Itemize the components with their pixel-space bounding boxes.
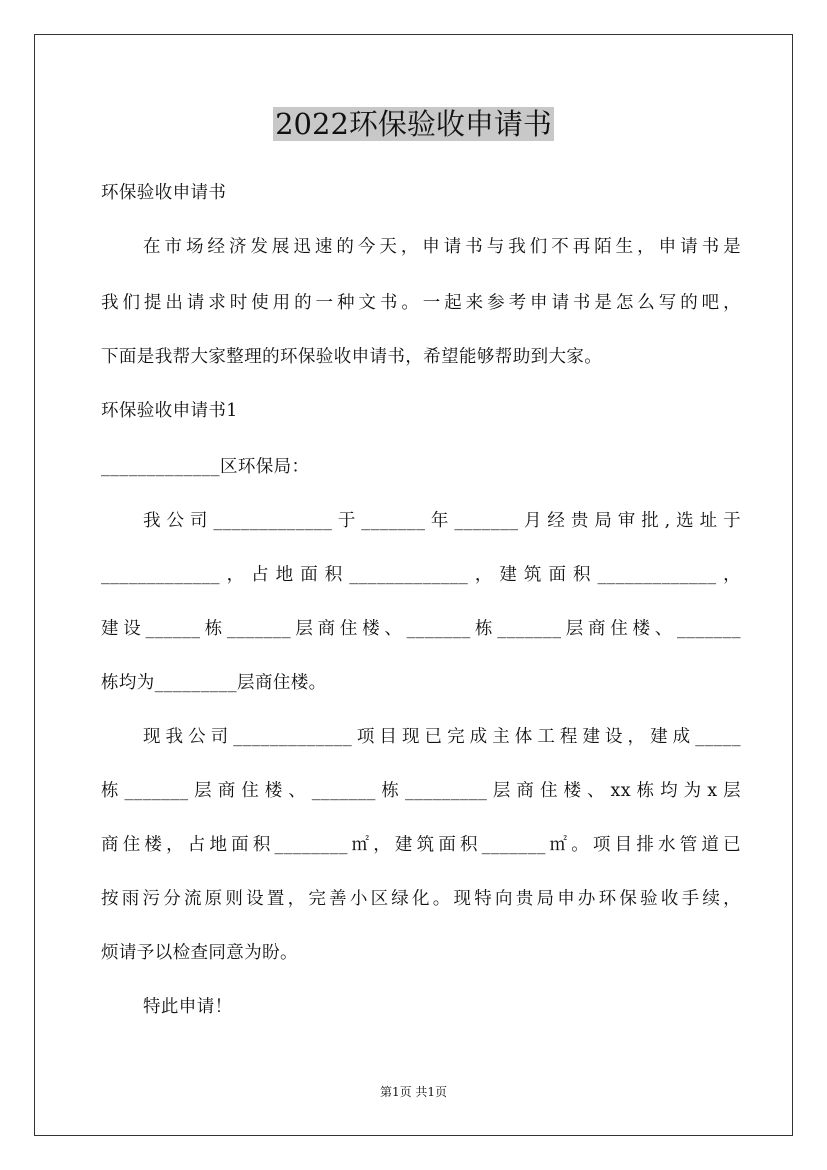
paragraph-line: 现我公司_____________项目现已完成主体工程建设，建成_____ <box>143 727 741 747</box>
paragraph-line: 建设______栋_______层商住楼、_______栋_______层商住楼、_______ <box>101 619 741 639</box>
document-title <box>0 104 827 144</box>
page-footer: 第1页 共1页 <box>379 1085 448 1099</box>
paragraph-line: 栋均为_________层商住楼。 <box>101 673 327 693</box>
paragraph-line: 下面是我帮大家整理的环保验收申请书，希望能够帮助到大家。 <box>101 347 603 367</box>
closing-line: 特此申请！ <box>143 997 233 1017</box>
paragraph-line: 我们提出请求时使用的一种文书。一起来参考申请书是怎么写的吧， <box>101 293 741 313</box>
section-heading: 环保验收申请书 <box>101 183 227 203</box>
title-text: 2022环保验收申请书 <box>275 107 552 141</box>
paragraph-line: 栋_______层商住楼、_______栋_________层商住楼、xx栋均为x层 <box>101 781 741 801</box>
paragraph-line: 商住楼，占地面积________㎡，建筑面积_______㎡。项目排水管道已 <box>101 835 741 855</box>
paragraph-line: 按雨污分流原则设置，完善小区绿化。现特向贵局申办环保验收手续， <box>101 889 741 909</box>
paragraph-line: 在市场经济发展迅速的今天，申请书与我们不再陌生，申请书是 <box>143 237 741 257</box>
paragraph-line: 烦请予以检查同意为盼。 <box>101 943 298 963</box>
section-heading: 环保验收申请书1 <box>101 401 238 421</box>
salutation: _____________区环保局： <box>101 457 310 477</box>
paragraph-line: _____________，占地面积_____________，建筑面积_____________， <box>101 565 741 585</box>
paragraph-line: 我公司_____________于_______年_______月经贵局审批,选址于 <box>143 511 741 531</box>
